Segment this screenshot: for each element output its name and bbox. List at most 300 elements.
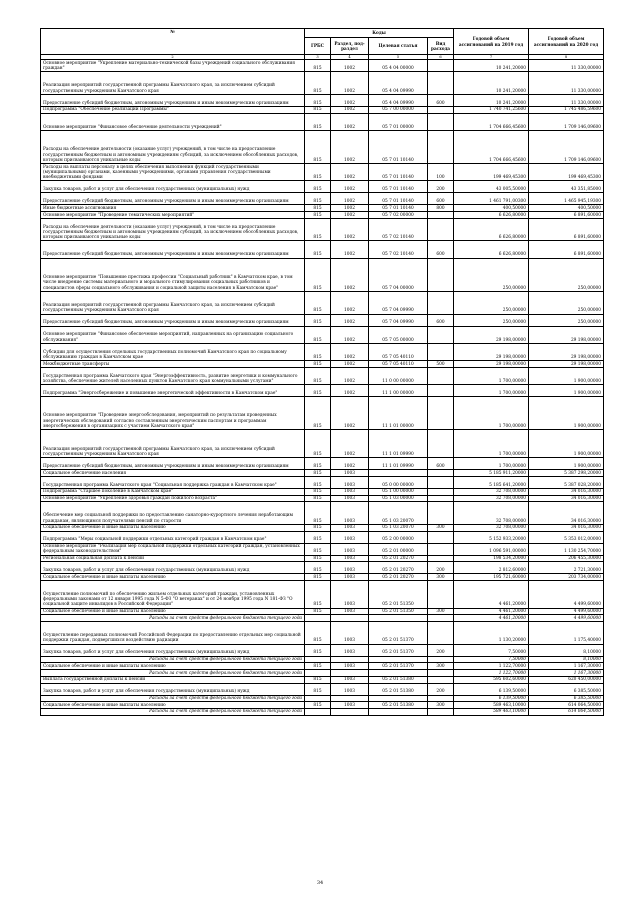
row-amount-2020-cell: 6 891,60000: [529, 218, 604, 241]
row-expense-type-cell: [428, 580, 454, 608]
row-name-cell: Расходы за счет средств федерального бюджета текущего года: [41, 670, 305, 677]
table-row: [41, 107, 604, 114]
row-amount-2019-cell: 2 812,60000: [454, 562, 529, 574]
row-name-cell: Основное мероприятие "Финансовое обеспечение мероприятий, направленных на организацию социального обслуживания": [41, 326, 305, 343]
row-razdel-cell: 1002: [331, 107, 369, 114]
row-amount-2020-cell: 1 900,00000: [529, 397, 604, 430]
table-row: [41, 476, 604, 488]
row-amount-2019-cell: 1 700,00000: [454, 397, 529, 430]
row-grbs-cell: 815: [305, 241, 331, 258]
header-num: [41, 29, 305, 55]
row-expense-type-cell: 600: [428, 193, 454, 205]
row-amount-2020-cell: 4 499,60000: [529, 608, 604, 615]
row-grbs-cell: 815: [305, 458, 331, 470]
table-row: [41, 95, 604, 107]
row-amount-2019-cell: 6 139,50000: [454, 683, 529, 695]
row-amount-2020-cell: 6 385,50000: [529, 695, 604, 702]
row-grbs-cell: 815: [305, 212, 331, 219]
row-expense-type-cell: 300: [428, 663, 454, 670]
row-expense-type-cell: [428, 430, 454, 458]
table-subrow: [41, 708, 604, 715]
row-name-cell: Предоставление субсидий бюджетным, автономным учреждениям и иным некоммерческим организациям: [41, 193, 305, 205]
row-target-article-cell: 05 2 01 20270: [369, 555, 428, 562]
row-expense-type-cell: [428, 385, 454, 397]
row-grbs-cell: 815: [305, 60, 331, 72]
row-amount-2019-cell: 1 704 666,45600: [454, 113, 529, 130]
table-row: [41, 608, 604, 615]
table-row: [41, 531, 604, 543]
row-razdel-cell: 1003: [331, 574, 369, 581]
column-index-cell: 6: [428, 55, 454, 60]
row-amount-2019-cell: 250,00000: [454, 258, 529, 291]
row-grbs-cell: 815: [305, 164, 331, 181]
row-expense-type-cell: 600: [428, 95, 454, 107]
row-amount-2020-cell: 1 900,00000: [529, 385, 604, 397]
row-target-article-cell: 05 1 03 20070: [369, 502, 428, 525]
row-target-article-cell: 05 7 02 10140: [369, 218, 428, 241]
table-row: [41, 495, 604, 502]
row-name-cell: Расходы за счет средств федерального бюджета текущего года: [41, 615, 305, 622]
row-grbs-cell: 815: [305, 205, 331, 212]
row-grbs-cell: 815: [305, 702, 331, 709]
row-amount-2019-cell: 7,50000: [454, 656, 529, 663]
row-razdel-cell: [331, 695, 369, 702]
row-amount-2020-cell: 1 709 146,09600: [529, 113, 604, 130]
row-grbs-cell: 815: [305, 314, 331, 326]
row-razdel-cell: 1002: [331, 113, 369, 130]
row-amount-2019-cell: 32 708,00000: [454, 502, 529, 525]
row-expense-type-cell: 300: [428, 574, 454, 581]
row-target-article-cell: 05 7 01 10140: [369, 164, 428, 181]
row-name-cell: Закупка товаров, работ и услуг для обеспечения государственных (муниципальных) нужд: [41, 562, 305, 574]
row-razdel-cell: 1003: [331, 622, 369, 645]
budget-table-sheet: [40, 28, 603, 716]
row-razdel-cell: 1003: [331, 502, 369, 525]
row-name-cell: Осуществление полномочий по обеспечению жильем отдельных категорий граждан, установленных федеральными законами от 12 января 1995 года N 5-ФЗ "О ветеранах" и от 24 ноября 1995 года N 181-ФЗ "О социальной защите инвалидов в Российской Федерации": [41, 580, 305, 608]
row-grbs-cell: [305, 656, 331, 663]
row-name-cell: Основное мероприятие "Проведение энергообследования, мероприятий по результатам проведенных энергетических обследований согласно составленным энергетическим паспортам и программам энергосбережения в организациях с участием Камчатского края": [41, 397, 305, 430]
row-target-article-cell: 05 4 04 09990: [369, 72, 428, 95]
row-amount-2020-cell: 34 016,30000: [529, 502, 604, 525]
row-name-cell: Социальное обеспечение и иные выплаты населению: [41, 574, 305, 581]
row-expense-type-cell: 100: [428, 164, 454, 181]
row-razdel-cell: 1003: [331, 470, 369, 477]
row-razdel-cell: 1003: [331, 562, 369, 574]
page-number: 34: [316, 880, 324, 886]
row-grbs-cell: 815: [305, 218, 331, 241]
row-name-cell: Социальное обеспечение и иные выплаты населению: [41, 663, 305, 670]
row-amount-2020-cell: 29 198,00000: [529, 326, 604, 343]
row-target-article-cell: [369, 708, 428, 715]
row-amount-2019-cell: 5 185 641,20000: [454, 476, 529, 488]
row-amount-2020-cell: 6 891,60000: [529, 212, 604, 219]
row-amount-2020-cell: 43 351,85000: [529, 181, 604, 193]
row-target-article-cell: 05 7 00 00000: [369, 107, 428, 114]
table-row: [41, 574, 604, 581]
row-razdel-cell: 1002: [331, 241, 369, 258]
row-grbs-cell: 815: [305, 430, 331, 458]
row-amount-2020-cell: 2 721,30000: [529, 562, 604, 574]
row-target-article-cell: 05 2 01 51350: [369, 608, 428, 615]
table-row: [41, 524, 604, 531]
row-amount-2019-cell: 1 700,00000: [454, 385, 529, 397]
row-razdel-cell: 1003: [331, 676, 369, 683]
budget-table: [40, 28, 604, 716]
row-target-article-cell: 05 2 01 51380: [369, 702, 428, 709]
table-row: [41, 683, 604, 695]
row-razdel-cell: [331, 656, 369, 663]
row-name-cell: Социальное обеспечение и иные выплаты населению: [41, 524, 305, 531]
row-amount-2020-cell: 11 330,00000: [529, 72, 604, 95]
row-razdel-cell: 1002: [331, 72, 369, 95]
table-row: [41, 676, 604, 683]
row-expense-type-cell: 600: [428, 241, 454, 258]
row-name-cell: Расходы за счет средств федерального бюджета текущего года: [41, 656, 305, 663]
row-target-article-cell: 05 7 05 00000: [369, 326, 428, 343]
row-target-article-cell: 05 2 00 00000: [369, 531, 428, 543]
row-amount-2020-cell: 6 385,50000: [529, 683, 604, 695]
row-expense-type-cell: [428, 343, 454, 360]
row-amount-2019-cell: 29 198,00000: [454, 343, 529, 360]
row-razdel-cell: 1002: [331, 367, 369, 384]
row-amount-2020-cell: 1 900,00000: [529, 367, 604, 384]
row-amount-2019-cell: 1 740 741,25600: [454, 107, 529, 114]
row-amount-2020-cell: 1 167,30000: [529, 663, 604, 670]
row-target-article-cell: 05 1 03 00000: [369, 495, 428, 502]
row-razdel-cell: 1003: [331, 488, 369, 495]
table-row: [41, 343, 604, 360]
row-razdel-cell: 1003: [331, 608, 369, 615]
row-name-cell: Подпрограмма "Энергосбережение и повышение энергетической эффективности в Камчатском крае": [41, 385, 305, 397]
row-amount-2019-cell: 1 704 666,45600: [454, 130, 529, 163]
row-name-cell: Основное мероприятие "Укрепление материально-технической базы учреждений социального обслуживания граждан": [41, 60, 305, 72]
row-grbs-cell: 815: [305, 531, 331, 543]
row-name-cell: Расходы на обеспечение деятельности (оказание услуг) учреждений, в том числе на предоставление государственным бюджетным и автономным учреждениям субсидий, за исключением обособленных расходов, которым присваиваются уникальные коды: [41, 218, 305, 241]
row-name-cell: Предоставление субсидий бюджетным, автономным учреждениям и иным некоммерческим организациям: [41, 241, 305, 258]
row-grbs-cell: 815: [305, 193, 331, 205]
row-amount-2019-cell: 1 130,20000: [454, 622, 529, 645]
row-expense-type-cell: 200: [428, 644, 454, 656]
row-razdel-cell: 1002: [331, 130, 369, 163]
row-expense-type-cell: [428, 622, 454, 645]
row-amount-2020-cell: 250,00000: [529, 314, 604, 326]
row-name-cell: Межбюджетные трансферты: [41, 361, 305, 368]
row-amount-2019-cell: 198 534,20000: [454, 555, 529, 562]
row-target-article-cell: [369, 615, 428, 622]
row-amount-2019-cell: 1 122,70000: [454, 670, 529, 677]
row-target-article-cell: 05 2 01 51370: [369, 663, 428, 670]
row-target-article-cell: 05 2 01 51370: [369, 622, 428, 645]
row-razdel-cell: 1002: [331, 258, 369, 291]
row-razdel-cell: 1002: [331, 314, 369, 326]
column-index-cell: 3: [305, 55, 331, 60]
row-expense-type-cell: [428, 72, 454, 95]
table-subrow: [41, 670, 604, 677]
row-name-cell: Основное мероприятие "Проведение тематических мероприятий": [41, 212, 305, 219]
row-target-article-cell: [369, 656, 428, 663]
row-amount-2019-cell: 4 461,20000: [454, 615, 529, 622]
table-row: [41, 181, 604, 193]
row-grbs-cell: 815: [305, 476, 331, 488]
row-expense-type-cell: [428, 543, 454, 555]
row-razdel-cell: 1003: [331, 524, 369, 531]
row-expense-type-cell: [428, 670, 454, 677]
row-target-article-cell: 05 7 02 10140: [369, 241, 428, 258]
row-target-article-cell: 05 7 05 40110: [369, 361, 428, 368]
table-row: [41, 430, 604, 458]
row-amount-2020-cell: 29 198,00000: [529, 343, 604, 360]
row-target-article-cell: 05 2 01 51380: [369, 683, 428, 695]
row-amount-2020-cell: 5 387 028,20000: [529, 476, 604, 488]
row-name-cell: Основное мероприятие "Укрепление здоровья граждан пожилого возраста": [41, 495, 305, 502]
row-expense-type-cell: 200: [428, 683, 454, 695]
row-target-article-cell: 05 0 00 00000: [369, 476, 428, 488]
row-razdel-cell: 1002: [331, 343, 369, 360]
row-expense-type-cell: 200: [428, 562, 454, 574]
row-amount-2019-cell: 199 469,45300: [454, 164, 529, 181]
row-grbs-cell: 815: [305, 580, 331, 608]
row-name-cell: Государственная программа Камчатского края "Энергоэффективность, развитие энергетики и коммунального хозяйства, обеспечение жителей населенных пунктов Камчатского края коммунальными услугами": [41, 367, 305, 384]
row-name-cell: Государственная программа Камчатского края "Социальная поддержка граждан в Камчатском крае": [41, 476, 305, 488]
row-razdel-cell: [331, 670, 369, 677]
row-razdel-cell: [331, 708, 369, 715]
row-razdel-cell: 1002: [331, 164, 369, 181]
row-name-cell: Расходы на выплаты персоналу в целях обеспечения выполнения функций государственными (муниципальными) органами, казенными учреждениями, органами управления государственными внебюджетными фондами: [41, 164, 305, 181]
row-razdel-cell: 1002: [331, 385, 369, 397]
row-expense-type-cell: [428, 676, 454, 683]
row-razdel-cell: 1002: [331, 60, 369, 72]
row-amount-2020-cell: 1 130 254,70000: [529, 543, 604, 555]
row-amount-2019-cell: 4 461,20000: [454, 580, 529, 608]
row-amount-2020-cell: 203 734,00000: [529, 574, 604, 581]
row-name-cell: Подпрограмма "Меры социальной поддержки отдельных категорий граждан в Камчатском крае": [41, 531, 305, 543]
row-amount-2020-cell: 1 900,00000: [529, 430, 604, 458]
row-name-cell: Основное мероприятие "Финансовое обеспечение деятельности учреждений": [41, 113, 305, 130]
row-grbs-cell: [305, 670, 331, 677]
row-target-article-cell: [369, 670, 428, 677]
row-name-cell: Осуществление переданных полномочий Российской Федерации по предоставлению отдельных мер социальной поддержки граждан, подвергшихся воздействию радиации: [41, 622, 305, 645]
row-name-cell: Расходы за счет средств федерального бюджета текущего года: [41, 695, 305, 702]
row-name-cell: Расходы на обеспечение деятельности (оказание услуг) учреждений, в том числе на предоставление государственным бюджетным и автономным учреждениям субсидий, за исключением обособленных расходов, которым присваиваются уникальные коды: [41, 130, 305, 163]
row-target-article-cell: 11 0 00 00000: [369, 367, 428, 384]
row-razdel-cell: 1002: [331, 430, 369, 458]
table-row: [41, 385, 604, 397]
row-razdel-cell: 1003: [331, 663, 369, 670]
row-amount-2020-cell: 5 387 298,20000: [529, 470, 604, 477]
row-expense-type-cell: [428, 258, 454, 291]
row-grbs-cell: 815: [305, 644, 331, 656]
row-target-article-cell: 11 1 01 00000: [369, 397, 428, 430]
column-index-cell: 7: [454, 55, 529, 60]
row-name-cell: Предоставление субсидий бюджетным, автономным учреждениям и иным некоммерческим организациям: [41, 95, 305, 107]
row-target-article-cell: 05 1 03 20070: [369, 524, 428, 531]
row-amount-2020-cell: 250,00000: [529, 291, 604, 314]
row-expense-type-cell: [428, 502, 454, 525]
row-razdel-cell: 1003: [331, 543, 369, 555]
row-amount-2020-cell: 34 016,30000: [529, 488, 604, 495]
row-expense-type-cell: [428, 113, 454, 130]
row-grbs-cell: 815: [305, 543, 331, 555]
row-grbs-cell: 815: [305, 676, 331, 683]
row-grbs-cell: 815: [305, 622, 331, 645]
row-amount-2020-cell: 199 469,45300: [529, 164, 604, 181]
row-razdel-cell: 1002: [331, 361, 369, 368]
row-expense-type-cell: [428, 656, 454, 663]
row-grbs-cell: 815: [305, 72, 331, 95]
table-subrow: [41, 615, 604, 622]
row-name-cell: Реализация мероприятий государственной программы Камчатского края, за исключением субсидий государственным учреждениям Камчатского края: [41, 291, 305, 314]
row-target-article-cell: 05 4 04 00000: [369, 60, 428, 72]
row-amount-2019-cell: 10 241,20000: [454, 95, 529, 107]
row-target-article-cell: 11 1 01 09990: [369, 430, 428, 458]
row-grbs-cell: 815: [305, 367, 331, 384]
table-row: [41, 644, 604, 656]
row-amount-2019-cell: 250,00000: [454, 314, 529, 326]
row-target-article-cell: 11 1 01 09990: [369, 458, 428, 470]
row-amount-2020-cell: 4 499,60000: [529, 615, 604, 622]
row-name-cell: Обеспечение мер социальной поддержки по предоставлению санаторно-курортного лечения неработающим гражданам, являющимся получателями пенсий по старости: [41, 502, 305, 525]
row-grbs-cell: 815: [305, 130, 331, 163]
row-name-cell: Предоставление субсидий бюджетным, автономным учреждениям и иным некоммерческим организациям: [41, 314, 305, 326]
table-row: [41, 314, 604, 326]
row-amount-2020-cell: 8,10000: [529, 656, 604, 663]
row-razdel-cell: 1003: [331, 476, 369, 488]
row-name-cell: Субсидии для осуществления отдельных государственных полномочий Камчатского края по социальному обслуживанию граждан в Камчатском крае: [41, 343, 305, 360]
table-row: [41, 212, 604, 219]
row-amount-2019-cell: 595 602,60000: [454, 676, 529, 683]
row-razdel-cell: 1003: [331, 683, 369, 695]
table-row: [41, 291, 604, 314]
row-amount-2019-cell: 32 708,00000: [454, 495, 529, 502]
row-razdel-cell: 1002: [331, 458, 369, 470]
header-codes: Коды: [305, 29, 454, 38]
row-grbs-cell: 815: [305, 397, 331, 430]
row-target-article-cell: 05 4 04 09990: [369, 95, 428, 107]
row-amount-2019-cell: 6 139,50000: [454, 695, 529, 702]
row-grbs-cell: 815: [305, 113, 331, 130]
row-grbs-cell: 815: [305, 495, 331, 502]
row-amount-2020-cell: 614 064,50000: [529, 708, 604, 715]
row-target-article-cell: [369, 470, 428, 477]
row-expense-type-cell: [428, 555, 454, 562]
row-razdel-cell: 1003: [331, 644, 369, 656]
row-name-cell: Закупка товаров, работ и услуг для обеспечения государственных (муниципальных) нужд: [41, 181, 305, 193]
row-amount-2019-cell: 1 700,00000: [454, 367, 529, 384]
row-expense-type-cell: 300: [428, 608, 454, 615]
header-num-label: №: [170, 29, 175, 34]
row-expense-type-cell: [428, 531, 454, 543]
row-razdel-cell: 1002: [331, 326, 369, 343]
row-name-cell: Социальное обеспечение и иные выплаты населению: [41, 702, 305, 709]
row-amount-2020-cell: 206 455,30000: [529, 555, 604, 562]
row-target-article-cell: 05 2 01 51380: [369, 676, 428, 683]
row-razdel-cell: 1002: [331, 95, 369, 107]
row-expense-type-cell: 300: [428, 702, 454, 709]
table-row: [41, 562, 604, 574]
row-amount-2020-cell: 614 064,50000: [529, 702, 604, 709]
row-expense-type-cell: [428, 470, 454, 477]
table-row: [41, 555, 604, 562]
header-grbs: ГРБС: [305, 38, 331, 55]
row-grbs-cell: 815: [305, 361, 331, 368]
row-expense-type-cell: [428, 107, 454, 114]
row-grbs-cell: [305, 708, 331, 715]
table-row: [41, 164, 604, 181]
row-grbs-cell: 815: [305, 562, 331, 574]
row-amount-2019-cell: 10 241,20000: [454, 60, 529, 72]
row-razdel-cell: 1003: [331, 495, 369, 502]
table-row: [41, 543, 604, 555]
row-expense-type-cell: [428, 488, 454, 495]
row-expense-type-cell: [428, 615, 454, 622]
row-amount-2019-cell: 29 198,00000: [454, 361, 529, 368]
row-target-article-cell: 05 1 00 00000: [369, 488, 428, 495]
row-razdel-cell: 1003: [331, 580, 369, 608]
table-row: [41, 193, 604, 205]
row-amount-2019-cell: 4 461,20000: [454, 608, 529, 615]
row-amount-2020-cell: 11 330,00000: [529, 95, 604, 107]
table-subrow: [41, 656, 604, 663]
row-amount-2020-cell: 8,10000: [529, 644, 604, 656]
row-amount-2020-cell: 5 353 012,00000: [529, 531, 604, 543]
row-amount-2019-cell: 400,50000: [454, 205, 529, 212]
column-index-cell: 5: [369, 55, 428, 60]
row-grbs-cell: 815: [305, 385, 331, 397]
row-name-cell: Расходы за счет средств федерального бюджета текущего года: [41, 708, 305, 715]
row-amount-2019-cell: 32 708,00000: [454, 488, 529, 495]
row-grbs-cell: 815: [305, 107, 331, 114]
table-row: [41, 326, 604, 343]
row-target-article-cell: 05 7 01 10140: [369, 130, 428, 163]
row-grbs-cell: 815: [305, 574, 331, 581]
table-row: [41, 488, 604, 495]
row-grbs-cell: 815: [305, 258, 331, 291]
table-row: [41, 60, 604, 72]
row-grbs-cell: 815: [305, 555, 331, 562]
row-target-article-cell: 05 7 04 00000: [369, 258, 428, 291]
row-razdel-cell: 1002: [331, 397, 369, 430]
row-amount-2019-cell: 29 198,00000: [454, 326, 529, 343]
table-row: [41, 470, 604, 477]
row-expense-type-cell: 800: [428, 205, 454, 212]
row-amount-2019-cell: 1 700,00000: [454, 458, 529, 470]
row-amount-2020-cell: 4 499,60000: [529, 580, 604, 608]
row-name-cell: Закупка товаров, работ и услуг для обеспечения государственных (муниципальных) нужд: [41, 644, 305, 656]
table-row: [41, 218, 604, 241]
row-target-article-cell: 11 1 00 00000: [369, 385, 428, 397]
row-amount-2019-cell: 5 185 911,20000: [454, 470, 529, 477]
row-razdel-cell: 1002: [331, 205, 369, 212]
row-target-article-cell: 05 2 01 20270: [369, 562, 428, 574]
row-grbs-cell: [305, 615, 331, 622]
row-expense-type-cell: [428, 326, 454, 343]
row-grbs-cell: 815: [305, 326, 331, 343]
row-target-article-cell: 05 2 01 00000: [369, 543, 428, 555]
table-row: [41, 361, 604, 368]
header-target-article: Целевая статья: [369, 38, 428, 55]
table-row: [41, 702, 604, 709]
row-amount-2019-cell: 589 463,10000: [454, 708, 529, 715]
row-amount-2020-cell: 1 900,00000: [529, 458, 604, 470]
row-grbs-cell: 815: [305, 470, 331, 477]
header-expense-type: Вид расхода: [428, 38, 454, 55]
row-amount-2020-cell: 34 016,30000: [529, 524, 604, 531]
row-target-article-cell: 05 2 01 51350: [369, 580, 428, 608]
row-amount-2019-cell: 1 461 791,00300: [454, 193, 529, 205]
row-amount-2020-cell: 620 450,00000: [529, 676, 604, 683]
row-amount-2020-cell: 1 465 945,19300: [529, 193, 604, 205]
column-index-cell: 4: [331, 55, 369, 60]
